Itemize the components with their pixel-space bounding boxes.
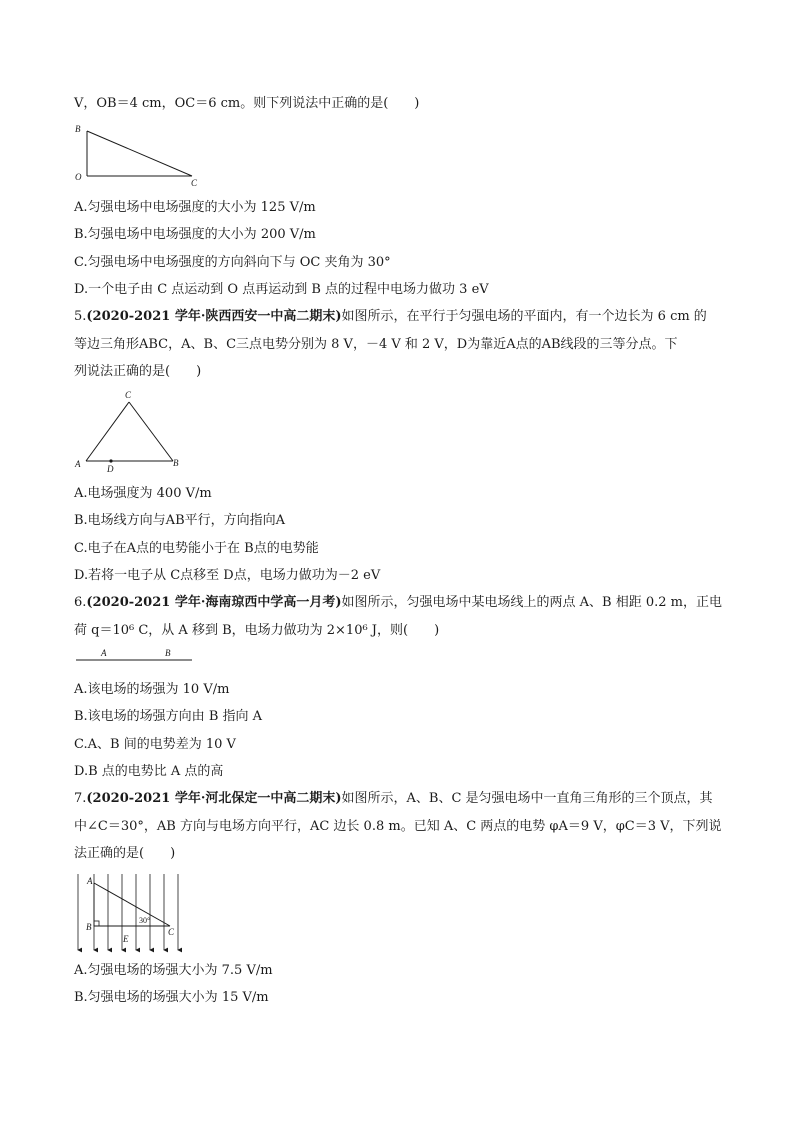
q6-option-c: C.A、B 间的电势差为 10 V — [74, 737, 236, 752]
q7-label-a: A — [87, 876, 93, 886]
q5-option-b: B.电场线方向与AB平行，方向指向A — [74, 513, 286, 528]
q6-label-b: B — [165, 648, 171, 658]
q4-option-a: A.匀强电场中电场强度的大小为 125 V/m — [74, 200, 316, 215]
q4-label-c: C — [191, 178, 198, 188]
q4-figure-right-triangle — [70, 120, 210, 190]
q7-angle-label: 30° — [139, 916, 151, 925]
q7-option-b: B.匀强电场的场强大小为 15 V/m — [74, 990, 269, 1005]
q6-option-b: B.该电场的场强方向由 B 指向 A — [74, 709, 263, 724]
q5-option-c: C.电子在A点的电势能小于在 B点的电势能 — [74, 541, 319, 556]
q4-stem: V，OB＝4 cm，OC＝6 cm。则下列说法中正确的是( ) — [74, 96, 420, 111]
q5-label-d: D — [107, 464, 114, 474]
q4-label-o: O — [75, 172, 82, 182]
q7-label-b: B — [86, 922, 92, 932]
q7-source: (2020-2021 学年·河北保定一中高二期末) — [86, 791, 342, 806]
q4-label-b: B — [75, 124, 81, 134]
q5-figure-triangle — [70, 385, 200, 475]
q7-stem-line2: 中∠C＝30°，AB 方向与电场方向平行，AC 边长 0.8 m。已知 A、C 两点的电势 φA＝9 V，φC＝3 V，下列说 — [74, 819, 722, 834]
q5-stem-line1: 5.(2020-2021 学年·陕西西安一中高二期末)如图所示，在平行于匀强电场的平面内，有一个边长为 6 cm 的 — [74, 309, 707, 324]
q7-label-e: E — [123, 934, 129, 944]
q4-option-c: C.匀强电场中电场强度的方向斜向下与 OC 夹角为 30° — [74, 255, 391, 270]
q5-option-a: A.电场强度为 400 V/m — [74, 486, 212, 501]
q6-source: (2020-2021 学年·海南琼西中学高一月考) — [86, 595, 342, 610]
q7-option-a: A.匀强电场的场强大小为 7.5 V/m — [74, 963, 273, 978]
q7-figure-field-triangle — [70, 870, 190, 955]
q6-label-a: A — [101, 648, 107, 658]
q7-stem-line1: 7.(2020-2021 学年·河北保定一中高二期末)如图所示，A、B、C 是匀强电场中一直角三角形的三个顶点，其 — [74, 791, 713, 806]
q6-number: 6. — [74, 595, 87, 610]
q5-stem-line3: 列说法正确的是( ) — [74, 364, 202, 379]
q6-stem-line1: 6.(2020-2021 学年·海南琼西中学高一月考)如图所示，匀强电场中某电场线上的两点 A、B 相距 0.2 m，正电 — [74, 595, 723, 610]
q6-option-d: D.B 点的电势比 A 点的高 — [74, 764, 224, 779]
q6-figure-field-line — [70, 646, 200, 666]
q5-option-d: D.若将一电子从 C点移至 D点，电场力做功为－2 eV — [74, 568, 381, 583]
q5-label-c: C — [125, 390, 132, 400]
q7-number: 7. — [74, 791, 87, 806]
q5-stem-line2: 等边三角形ABC，A、B、C三点电势分别为 8 V，－4 V 和 2 V，D为靠近A点的AB线段的三等分点。下 — [74, 337, 678, 352]
q4-option-d: D.一个电子由 C 点运动到 O 点再运动到 B 点的过程中电场力做功 3 eV — [74, 282, 489, 297]
q4-option-b: B.匀强电场中电场强度的大小为 200 V/m — [74, 227, 316, 242]
q6-stem-line2: 荷 q＝10⁶ C，从 A 移到 B，电场力做功为 2×10⁶ J，则( ) — [74, 623, 440, 638]
q5-source: (2020-2021 学年·陕西西安一中高二期末) — [86, 309, 342, 324]
q5-label-b: B — [173, 458, 179, 468]
q5-number: 5. — [74, 309, 87, 324]
q7-label-c: C — [168, 927, 175, 937]
q6-option-a: A.该电场的场强为 10 V/m — [74, 682, 230, 697]
q7-stem-line3: 法正确的是( ) — [74, 846, 176, 861]
q5-label-a: A — [75, 459, 81, 469]
